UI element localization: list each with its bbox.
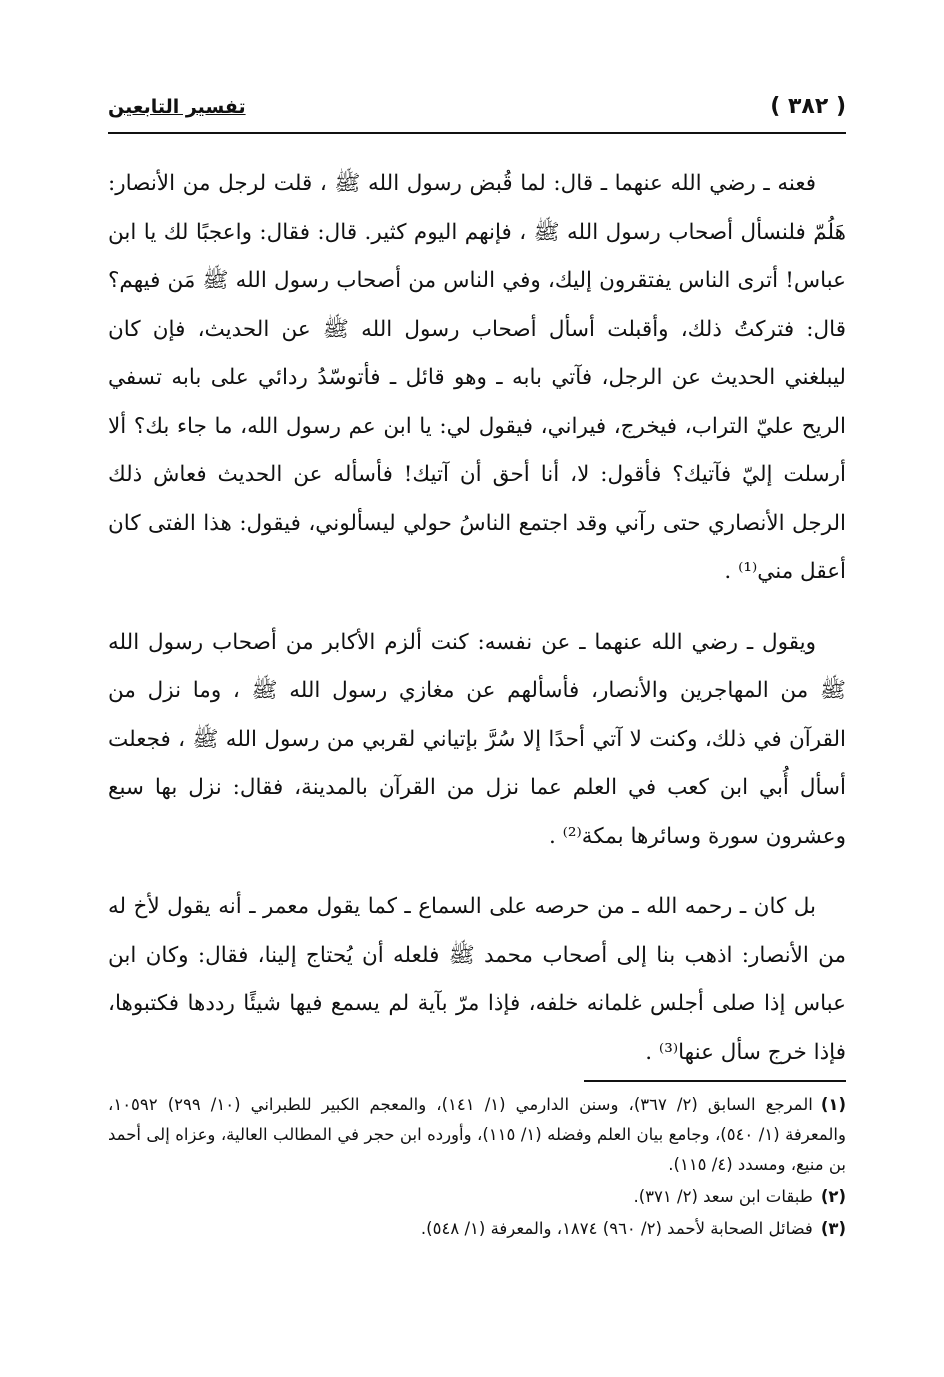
footnote-separator: [584, 1080, 846, 1082]
running-title: تفسير التابعين: [108, 96, 246, 118]
page-header: [108, 92, 846, 134]
paragraph: [108, 619, 846, 862]
paragraph-text: بل كان ـ رحمه الله ـ من حرصه على السماع ـ كما يقول معمر ـ أنه يقول لأخ له من الأنصار: اذهب بنا إلى أصحاب محمد ﷺ فلعله أن يُحتاج إلينا، فقال: وكان ابن عباس إذا صلى أجلس غلمانه خلفه، فإذا مرّ بآية لم يسمع فيها شيئًا رددها فكتبوها، فإذا خرج سأل عنها⁽³⁾ .: [108, 894, 846, 1065]
page-number: ( ٣٨٢ ): [770, 94, 846, 119]
footnotes: [108, 1090, 846, 1246]
footnote-number: (١): [820, 1095, 847, 1114]
footnote-text: فضائل الصحابة لأحمد (٢/ ٩٦٠) ١٨٧٤، والمعرفة (١/ ٥٤٨).: [420, 1219, 813, 1238]
footnote-text: المرجع السابق (٢/ ٣٦٧)، وسنن الدارمي (١/ ١٤١)، والمعجم الكبير للطبراني (١٠/ ٢٩٩) ١٠٥٩٢، والمعرفة (١/ ٥٤٠)، وجامع بيان العلم وفضله (١/ ١١٥)، وأورده ابن حجر في المطالب العالية، وعزاه إلى أحمد بن منيع، ومسدد (٤/ ١١٥).: [108, 1095, 846, 1174]
footnote-number: (٢): [820, 1187, 846, 1206]
paragraph-text: فعنه ـ رضي الله عنهما ـ قال: لما قُبض رسول الله ﷺ ، قلت لرجل من الأنصار: هَلُمّ فلنسأل أصحاب رسول الله ﷺ ، فإنهم اليوم كثير. قال: فقال: واعجبًا لك يا ابن عباس! أترى الناس يفتقرون إليك، وفي الناس من أصحاب رسول الله ﷺ مَن فيهم؟ قال: فتركتُ ذلك، وأقبلت أسأل أصحاب رسول الله ﷺ عن الحديث، فإن كان ليبلغني الحديث عن الرجل، فآتي بابه ـ وهو قائل ـ فأتوسّدُ ردائي على بابه تسفي الريح عليّ التراب، فيخرج، فيراني، فيقول لي: يا ابن عم رسول الله، ما جاء بك؟ ألا أرسلت إليّ فآتيك؟ فأقول: لا، أنا أحق أن آتيك! فأسأله عن الحديث فعاش ذلك الرجل الأنصاري حتى رآني وقد اجتمع الناسُ حولي ليسألوني، فيقول: هذا الفتى كان أعقل مني⁽¹⁾ .: [108, 171, 846, 584]
main-text: [108, 160, 846, 1099]
footnote: [108, 1182, 846, 1212]
footnote: [108, 1214, 846, 1244]
footnote: [108, 1090, 846, 1180]
paragraph: [108, 883, 846, 1077]
footnote-number: (٣): [820, 1219, 846, 1238]
paragraph: [108, 160, 846, 597]
footnote-text: طبقات ابن سعد (٢/ ٣٧١).: [633, 1187, 813, 1206]
paragraph-text: ويقول ـ رضي الله عنهما ـ عن نفسه: كنت ألزم الأكابر من أصحاب رسول الله ﷺ من المهاجرين والأنصار، فأسألهم عن مغازي رسول الله ﷺ ، وما نزل من القرآن في ذلك، وكنت لا آتي أحدًا إلا سُرَّ بإتياني لقربي من رسول الله ﷺ ، فجعلت أسأل أُبي ابن كعب في العلم عما نزل من القرآن بالمدينة، فقال: نزل بها سبع وعشرون سورة وسائرها بمكة⁽²⁾ .: [108, 629, 846, 849]
